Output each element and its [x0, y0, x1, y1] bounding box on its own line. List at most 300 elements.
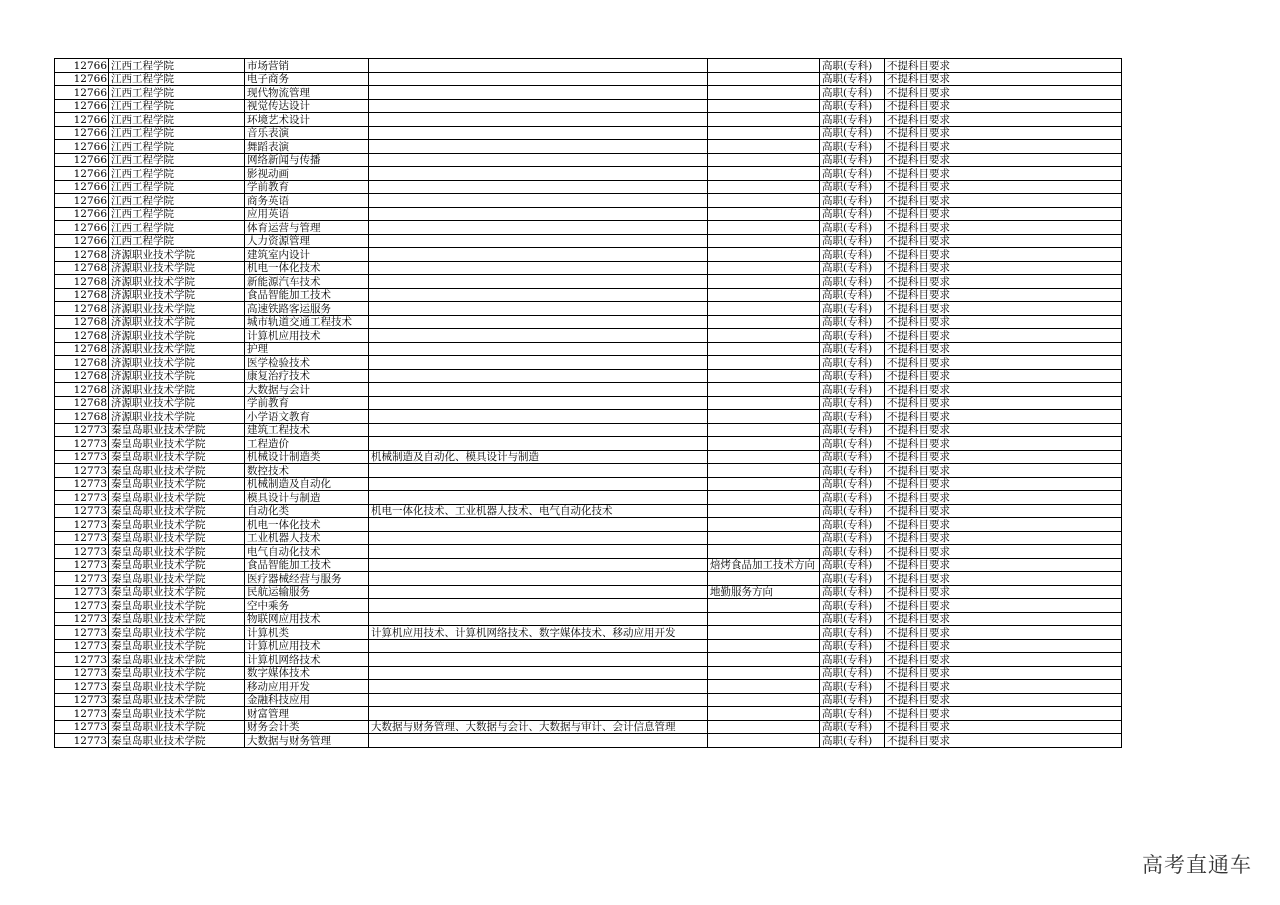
school-code-cell: 12773	[55, 639, 109, 653]
direction-cell	[708, 626, 820, 640]
table-row	[55, 342, 1122, 356]
level-cell: 高职(专科)	[820, 234, 885, 248]
level-cell: 高职(专科)	[820, 329, 885, 343]
included-majors-cell	[369, 356, 708, 370]
school-code-cell: 12768	[55, 329, 109, 343]
school-name-cell: 秦皇岛职业技术学院	[109, 437, 245, 451]
subject-requirement-cell: 不提科目要求	[885, 99, 1122, 113]
table-row	[55, 221, 1122, 235]
school-code-cell: 12768	[55, 288, 109, 302]
direction-cell	[708, 113, 820, 127]
included-majors-cell	[369, 545, 708, 559]
table-row	[55, 383, 1122, 397]
included-majors-cell	[369, 248, 708, 262]
school-name-cell: 江西工程学院	[109, 167, 245, 181]
direction-cell	[708, 599, 820, 613]
direction-cell: 地勤服务方向	[708, 585, 820, 599]
table-row	[55, 207, 1122, 221]
level-cell: 高职(专科)	[820, 653, 885, 667]
included-majors-cell	[369, 369, 708, 383]
direction-cell	[708, 59, 820, 73]
table-row	[55, 302, 1122, 316]
major-name-cell: 食品智能加工技术	[245, 288, 369, 302]
direction-cell	[708, 693, 820, 707]
major-name-cell: 电子商务	[245, 72, 369, 86]
subject-requirement-cell: 不提科目要求	[885, 423, 1122, 437]
direction-cell	[708, 707, 820, 721]
school-code-cell: 12766	[55, 72, 109, 86]
school-code-cell: 12773	[55, 558, 109, 572]
level-cell: 高职(专科)	[820, 410, 885, 424]
included-majors-cell	[369, 599, 708, 613]
level-cell: 高职(专科)	[820, 59, 885, 73]
table-row	[55, 599, 1122, 613]
level-cell: 高职(专科)	[820, 518, 885, 532]
major-name-cell: 电气自动化技术	[245, 545, 369, 559]
major-name-cell: 财富管理	[245, 707, 369, 721]
major-name-cell: 数控技术	[245, 464, 369, 478]
school-name-cell: 江西工程学院	[109, 180, 245, 194]
included-majors-cell	[369, 288, 708, 302]
table-row	[55, 477, 1122, 491]
school-name-cell: 江西工程学院	[109, 126, 245, 140]
direction-cell	[708, 234, 820, 248]
school-code-cell: 12768	[55, 342, 109, 356]
level-cell: 高职(专科)	[820, 450, 885, 464]
direction-cell	[708, 396, 820, 410]
level-cell: 高职(专科)	[820, 437, 885, 451]
direction-cell	[708, 477, 820, 491]
direction-cell	[708, 329, 820, 343]
direction-cell	[708, 261, 820, 275]
level-cell: 高职(专科)	[820, 194, 885, 208]
included-majors-cell	[369, 86, 708, 100]
school-code-cell: 12768	[55, 302, 109, 316]
subject-requirement-cell: 不提科目要求	[885, 126, 1122, 140]
subject-requirement-cell: 不提科目要求	[885, 585, 1122, 599]
table-row	[55, 126, 1122, 140]
school-name-cell: 秦皇岛职业技术学院	[109, 545, 245, 559]
school-name-cell: 江西工程学院	[109, 234, 245, 248]
level-cell: 高职(专科)	[820, 261, 885, 275]
major-name-cell: 数字媒体技术	[245, 666, 369, 680]
table-row	[55, 437, 1122, 451]
subject-requirement-cell: 不提科目要求	[885, 599, 1122, 613]
direction-cell	[708, 369, 820, 383]
major-name-cell: 空中乘务	[245, 599, 369, 613]
school-name-cell: 济源职业技术学院	[109, 383, 245, 397]
major-name-cell: 建筑工程技术	[245, 423, 369, 437]
major-name-cell: 应用英语	[245, 207, 369, 221]
subject-requirement-cell: 不提科目要求	[885, 383, 1122, 397]
included-majors-cell	[369, 653, 708, 667]
school-code-cell: 12768	[55, 410, 109, 424]
school-code-cell: 12768	[55, 315, 109, 329]
school-code-cell: 12766	[55, 194, 109, 208]
subject-requirement-cell: 不提科目要求	[885, 680, 1122, 694]
table-row	[55, 545, 1122, 559]
level-cell: 高职(专科)	[820, 680, 885, 694]
table-row	[55, 234, 1122, 248]
school-code-cell: 12773	[55, 680, 109, 694]
major-name-cell: 市场营销	[245, 59, 369, 73]
included-majors-cell	[369, 585, 708, 599]
major-name-cell: 计算机网络技术	[245, 653, 369, 667]
table-row	[55, 261, 1122, 275]
subject-requirement-cell: 不提科目要求	[885, 464, 1122, 478]
subject-requirement-cell: 不提科目要求	[885, 639, 1122, 653]
direction-cell	[708, 504, 820, 518]
direction-cell	[708, 248, 820, 262]
level-cell: 高职(专科)	[820, 383, 885, 397]
direction-cell	[708, 464, 820, 478]
direction-cell	[708, 275, 820, 289]
major-name-cell: 学前教育	[245, 180, 369, 194]
table-row	[55, 504, 1122, 518]
level-cell: 高职(专科)	[820, 545, 885, 559]
included-majors-cell	[369, 275, 708, 289]
table-row	[55, 140, 1122, 154]
watermark-text: 高考直通车	[1142, 853, 1252, 877]
major-name-cell: 视觉传达设计	[245, 99, 369, 113]
direction-cell	[708, 680, 820, 694]
school-name-cell: 秦皇岛职业技术学院	[109, 612, 245, 626]
school-name-cell: 济源职业技术学院	[109, 396, 245, 410]
level-cell: 高职(专科)	[820, 180, 885, 194]
level-cell: 高职(专科)	[820, 693, 885, 707]
subject-requirement-cell: 不提科目要求	[885, 504, 1122, 518]
table-row	[55, 558, 1122, 572]
level-cell: 高职(专科)	[820, 167, 885, 181]
direction-cell	[708, 518, 820, 532]
level-cell: 高职(专科)	[820, 720, 885, 734]
school-code-cell: 12766	[55, 207, 109, 221]
school-code-cell: 12768	[55, 356, 109, 370]
school-name-cell: 江西工程学院	[109, 153, 245, 167]
table-row	[55, 275, 1122, 289]
level-cell: 高职(专科)	[820, 288, 885, 302]
school-name-cell: 江西工程学院	[109, 59, 245, 73]
subject-requirement-cell: 不提科目要求	[885, 234, 1122, 248]
subject-requirement-cell: 不提科目要求	[885, 302, 1122, 316]
table-row	[55, 153, 1122, 167]
direction-cell	[708, 531, 820, 545]
included-majors-cell	[369, 302, 708, 316]
level-cell: 高职(专科)	[820, 153, 885, 167]
subject-requirement-cell: 不提科目要求	[885, 396, 1122, 410]
school-name-cell: 秦皇岛职业技术学院	[109, 531, 245, 545]
level-cell: 高职(专科)	[820, 626, 885, 640]
school-code-cell: 12773	[55, 626, 109, 640]
major-name-cell: 财务会计类	[245, 720, 369, 734]
subject-requirement-cell: 不提科目要求	[885, 707, 1122, 721]
direction-cell	[708, 491, 820, 505]
table-row	[55, 194, 1122, 208]
direction-cell	[708, 423, 820, 437]
direction-cell	[708, 734, 820, 748]
direction-cell	[708, 126, 820, 140]
school-code-cell: 12773	[55, 545, 109, 559]
school-name-cell: 济源职业技术学院	[109, 275, 245, 289]
subject-requirement-cell: 不提科目要求	[885, 369, 1122, 383]
table-row	[55, 410, 1122, 424]
included-majors-cell	[369, 612, 708, 626]
school-name-cell: 江西工程学院	[109, 99, 245, 113]
level-cell: 高职(专科)	[820, 99, 885, 113]
included-majors-cell: 机械制造及自动化、模具设计与制造	[369, 450, 708, 464]
direction-cell	[708, 288, 820, 302]
subject-requirement-cell: 不提科目要求	[885, 329, 1122, 343]
table-row	[55, 666, 1122, 680]
level-cell: 高职(专科)	[820, 531, 885, 545]
level-cell: 高职(专科)	[820, 599, 885, 613]
major-name-cell: 人力资源管理	[245, 234, 369, 248]
subject-requirement-cell: 不提科目要求	[885, 59, 1122, 73]
table-row	[55, 86, 1122, 100]
school-code-cell: 12773	[55, 707, 109, 721]
included-majors-cell	[369, 396, 708, 410]
included-majors-cell	[369, 329, 708, 343]
school-code-cell: 12773	[55, 464, 109, 478]
table-row	[55, 653, 1122, 667]
direction-cell	[708, 86, 820, 100]
school-code-cell: 12766	[55, 113, 109, 127]
subject-requirement-cell: 不提科目要求	[885, 194, 1122, 208]
level-cell: 高职(专科)	[820, 572, 885, 586]
level-cell: 高职(专科)	[820, 666, 885, 680]
school-name-cell: 秦皇岛职业技术学院	[109, 599, 245, 613]
school-name-cell: 秦皇岛职业技术学院	[109, 707, 245, 721]
school-name-cell: 秦皇岛职业技术学院	[109, 558, 245, 572]
school-name-cell: 江西工程学院	[109, 86, 245, 100]
direction-cell	[708, 653, 820, 667]
table-row	[55, 572, 1122, 586]
direction-cell	[708, 666, 820, 680]
major-name-cell: 物联网应用技术	[245, 612, 369, 626]
subject-requirement-cell: 不提科目要求	[885, 140, 1122, 154]
major-name-cell: 建筑室内设计	[245, 248, 369, 262]
school-name-cell: 江西工程学院	[109, 194, 245, 208]
subject-requirement-cell: 不提科目要求	[885, 518, 1122, 532]
table-row	[55, 585, 1122, 599]
school-name-cell: 秦皇岛职业技术学院	[109, 477, 245, 491]
school-name-cell: 秦皇岛职业技术学院	[109, 423, 245, 437]
major-name-cell: 机电一体化技术	[245, 261, 369, 275]
major-name-cell: 环境艺术设计	[245, 113, 369, 127]
major-name-cell: 自动化类	[245, 504, 369, 518]
level-cell: 高职(专科)	[820, 86, 885, 100]
included-majors-cell	[369, 477, 708, 491]
major-name-cell: 音乐表演	[245, 126, 369, 140]
direction-cell	[708, 221, 820, 235]
major-name-cell: 舞蹈表演	[245, 140, 369, 154]
table-row	[55, 707, 1122, 721]
included-majors-cell	[369, 261, 708, 275]
level-cell: 高职(专科)	[820, 315, 885, 329]
direction-cell	[708, 450, 820, 464]
major-name-cell: 网络新闻与传播	[245, 153, 369, 167]
school-name-cell: 秦皇岛职业技术学院	[109, 693, 245, 707]
school-code-cell: 12773	[55, 491, 109, 505]
school-name-cell: 秦皇岛职业技术学院	[109, 491, 245, 505]
subject-requirement-cell: 不提科目要求	[885, 450, 1122, 464]
included-majors-cell	[369, 194, 708, 208]
major-name-cell: 机械制造及自动化	[245, 477, 369, 491]
table-row	[55, 464, 1122, 478]
school-code-cell: 12773	[55, 518, 109, 532]
major-name-cell: 工业机器人技术	[245, 531, 369, 545]
major-name-cell: 金融科技应用	[245, 693, 369, 707]
school-code-cell: 12766	[55, 221, 109, 235]
major-name-cell: 康复治疗技术	[245, 369, 369, 383]
major-name-cell: 食品智能加工技术	[245, 558, 369, 572]
included-majors-cell	[369, 423, 708, 437]
level-cell: 高职(专科)	[820, 207, 885, 221]
included-majors-cell	[369, 140, 708, 154]
level-cell: 高职(专科)	[820, 342, 885, 356]
included-majors-cell	[369, 153, 708, 167]
major-name-cell: 医疗器械经营与服务	[245, 572, 369, 586]
subject-requirement-cell: 不提科目要求	[885, 153, 1122, 167]
school-name-cell: 江西工程学院	[109, 221, 245, 235]
table-row	[55, 369, 1122, 383]
subject-requirement-cell: 不提科目要求	[885, 558, 1122, 572]
school-code-cell: 12768	[55, 383, 109, 397]
subject-requirement-cell: 不提科目要求	[885, 612, 1122, 626]
direction-cell: 焙烤食品加工技术方向	[708, 558, 820, 572]
subject-requirement-cell: 不提科目要求	[885, 113, 1122, 127]
table-row	[55, 180, 1122, 194]
level-cell: 高职(专科)	[820, 491, 885, 505]
level-cell: 高职(专科)	[820, 477, 885, 491]
level-cell: 高职(专科)	[820, 585, 885, 599]
included-majors-cell	[369, 167, 708, 181]
included-majors-cell	[369, 383, 708, 397]
school-name-cell: 济源职业技术学院	[109, 288, 245, 302]
subject-requirement-cell: 不提科目要求	[885, 734, 1122, 748]
table-row	[55, 248, 1122, 262]
level-cell: 高职(专科)	[820, 612, 885, 626]
table-row	[55, 72, 1122, 86]
major-name-cell: 机电一体化技术	[245, 518, 369, 532]
level-cell: 高职(专科)	[820, 356, 885, 370]
subject-requirement-cell: 不提科目要求	[885, 545, 1122, 559]
table-row	[55, 626, 1122, 640]
included-majors-cell	[369, 207, 708, 221]
included-majors-cell	[369, 180, 708, 194]
subject-requirement-cell: 不提科目要求	[885, 261, 1122, 275]
level-cell: 高职(专科)	[820, 113, 885, 127]
table-row	[55, 288, 1122, 302]
included-majors-cell	[369, 680, 708, 694]
school-name-cell: 秦皇岛职业技术学院	[109, 653, 245, 667]
included-majors-cell: 计算机应用技术、计算机网络技术、数字媒体技术、移动应用开发	[369, 626, 708, 640]
major-name-cell: 学前教育	[245, 396, 369, 410]
subject-requirement-cell: 不提科目要求	[885, 653, 1122, 667]
table-row	[55, 720, 1122, 734]
direction-cell	[708, 167, 820, 181]
school-code-cell: 12766	[55, 180, 109, 194]
subject-requirement-cell: 不提科目要求	[885, 720, 1122, 734]
table-row	[55, 423, 1122, 437]
table-row	[55, 518, 1122, 532]
school-code-cell: 12768	[55, 248, 109, 262]
school-code-cell: 12773	[55, 477, 109, 491]
table-row	[55, 356, 1122, 370]
table-row	[55, 99, 1122, 113]
included-majors-cell	[369, 72, 708, 86]
school-code-cell: 12766	[55, 99, 109, 113]
subject-requirement-cell: 不提科目要求	[885, 248, 1122, 262]
school-code-cell: 12773	[55, 423, 109, 437]
enrollment-table	[54, 58, 1122, 748]
school-name-cell: 秦皇岛职业技术学院	[109, 734, 245, 748]
subject-requirement-cell: 不提科目要求	[885, 86, 1122, 100]
included-majors-cell	[369, 734, 708, 748]
school-code-cell: 12766	[55, 86, 109, 100]
included-majors-cell	[369, 491, 708, 505]
subject-requirement-cell: 不提科目要求	[885, 491, 1122, 505]
major-name-cell: 医学检验技术	[245, 356, 369, 370]
school-code-cell: 12773	[55, 666, 109, 680]
school-code-cell: 12768	[55, 369, 109, 383]
direction-cell	[708, 545, 820, 559]
school-name-cell: 济源职业技术学院	[109, 329, 245, 343]
major-name-cell: 大数据与会计	[245, 383, 369, 397]
level-cell: 高职(专科)	[820, 707, 885, 721]
school-code-cell: 12768	[55, 396, 109, 410]
school-code-cell: 12773	[55, 531, 109, 545]
direction-cell	[708, 140, 820, 154]
level-cell: 高职(专科)	[820, 72, 885, 86]
included-majors-cell	[369, 342, 708, 356]
included-majors-cell	[369, 531, 708, 545]
table-row	[55, 167, 1122, 181]
table-row	[55, 639, 1122, 653]
major-name-cell: 小学语文教育	[245, 410, 369, 424]
direction-cell	[708, 383, 820, 397]
subject-requirement-cell: 不提科目要求	[885, 275, 1122, 289]
table-row	[55, 680, 1122, 694]
level-cell: 高职(专科)	[820, 639, 885, 653]
included-majors-cell: 机电一体化技术、工业机器人技术、电气自动化技术	[369, 504, 708, 518]
major-name-cell: 新能源汽车技术	[245, 275, 369, 289]
major-name-cell: 体育运营与管理	[245, 221, 369, 235]
school-name-cell: 秦皇岛职业技术学院	[109, 572, 245, 586]
included-majors-cell	[369, 639, 708, 653]
school-code-cell: 12773	[55, 612, 109, 626]
school-code-cell: 12773	[55, 504, 109, 518]
major-name-cell: 模具设计与制造	[245, 491, 369, 505]
included-majors-cell	[369, 126, 708, 140]
school-code-cell: 12773	[55, 450, 109, 464]
table-row	[55, 531, 1122, 545]
subject-requirement-cell: 不提科目要求	[885, 315, 1122, 329]
subject-requirement-cell: 不提科目要求	[885, 693, 1122, 707]
subject-requirement-cell: 不提科目要求	[885, 666, 1122, 680]
direction-cell	[708, 572, 820, 586]
included-majors-cell	[369, 572, 708, 586]
direction-cell	[708, 99, 820, 113]
direction-cell	[708, 180, 820, 194]
subject-requirement-cell: 不提科目要求	[885, 477, 1122, 491]
major-name-cell: 民航运输服务	[245, 585, 369, 599]
table-row	[55, 396, 1122, 410]
level-cell: 高职(专科)	[820, 126, 885, 140]
school-code-cell: 12773	[55, 585, 109, 599]
school-name-cell: 济源职业技术学院	[109, 342, 245, 356]
included-majors-cell	[369, 693, 708, 707]
